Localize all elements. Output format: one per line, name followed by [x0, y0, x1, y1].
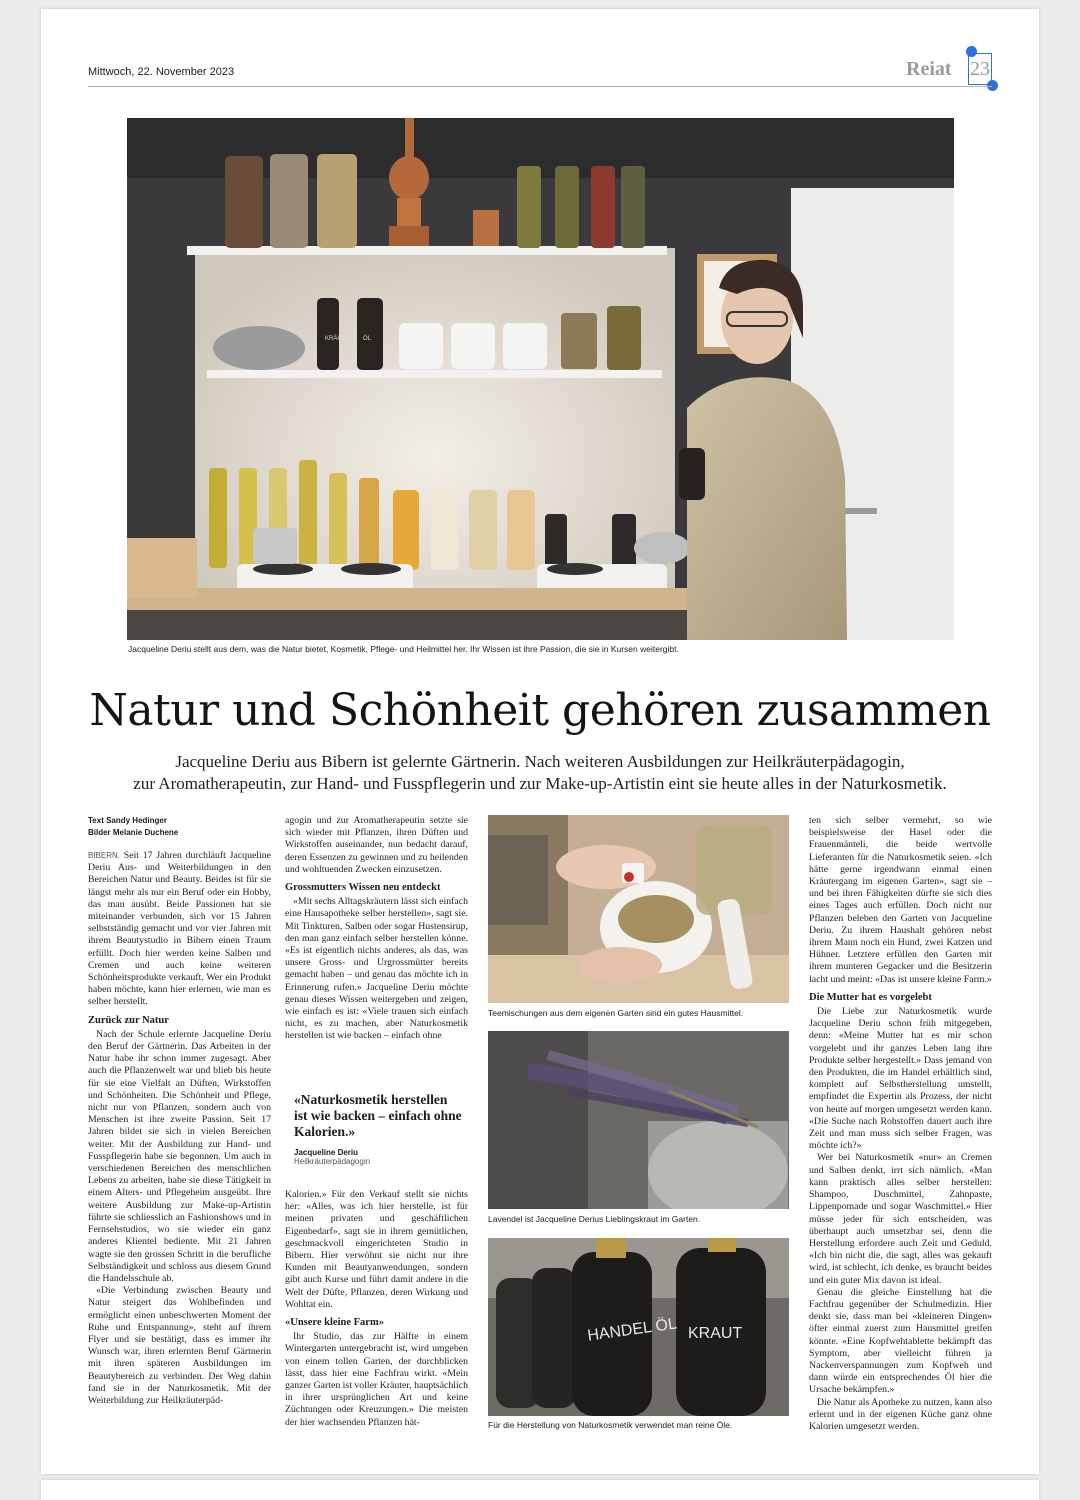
bottle-label-handel: HANDEL ÖL	[586, 1315, 678, 1345]
main-photo-caption: Jacqueline Deriu stellt aus dem, was die Natur bietet, Kosmetik, Pflege- und Heilmittel her. Ihr Wissen ist ihre Passion, die sie in Kursen weitergibt.	[128, 644, 679, 654]
headline: Natur und Schönheit gehören zusammen	[89, 685, 991, 736]
author: Text Sandy Hedinger	[88, 816, 167, 825]
lead	[60, 751, 1020, 795]
col1-paragraph-1: Seit 17 Jahren durchläuft Jacqueline Deriu Aus- und Weiterbildungen in den Bereichen Natur und Beauty. Beides ist für sie längst mehr als nur ein Beruf oder ein Hobby, das man ausübt. Beide Passionen hat sie miteinander verbunden, sich vor 15 Jahren selbstständig gemacht und vor vier Jahren mit ihrem Beautystudio in Bibern einen Traum erfüllt. Doch hier werden keine Salben und Cremen und auch keine weiteren Schönheitsprodukte verkauft. Wer ein Produkt haben möchte, kann hier erlernen, wie man es selber herstellt.	[88, 850, 272, 1008]
col4-paragraph-5: Die Natur als Apotheke zu nutzen, kann also erlernt und in der eigenen Küche ganz ohne Kalorien umgesetzt werden.	[809, 1396, 992, 1432]
subhead-mutter-vorgelebt: Die Mutter hat es vorgelebt	[809, 991, 932, 1003]
main-photo	[127, 118, 954, 640]
section-title: Reiat	[906, 58, 952, 80]
col2-paragraph-4: Ihr Studio, das zur Hälfte in einem Wintergarten untergebracht ist, wird umgeben von einem tollen Garten, der durchblicken lässt, dass hier eine Fachfrau wirkt. «Mein ganzer Garten ist voller Kräuter, hauptsächlich in ihrer ursprünglichen Art und keine Züchtungen oder Kreuzungen.» Die meisten der hier wachsenden Pflanzen hät-	[285, 1331, 468, 1428]
page-number[interactable]: 23	[968, 53, 992, 85]
col2-paragraph-2: «Mit sechs Alltagskräutern lässt sich einfach eine Hausapotheke selber herstellen», sagt sie. Mit Tinkturen, Salben oder sogar Hustensirup, den man ganz einfach selber herstellen könne. «Es ist eigentlich nichts anderes, als das, was unsere Gross- und Urgrossmütter bereits gemacht haben – und genau das möchte ich in Erinnerung rufen.» Jacqueline Deriu möchte genau dieses Wissen weitergeben und zeigen, wie einfach es ist: «Viele trauen sich einfach nicht, es zu machen, aber Naturkosmetik herstellen ist wie backen – einfach ohne	[285, 896, 468, 1042]
oil-bottles-photo-caption: Für die Herstellung von Naturkosmetik verwendet man reine Öle.	[488, 1420, 733, 1430]
lavender-photo	[488, 1031, 789, 1209]
col4-paragraph-3: Wer bei Naturkosmetik «nur» an Cremen und Salben denkt, irrt sich nämlich. «Man kann praktisch alles selber herstellen: Shampoo, Duschmittel, Zahnpaste, Lippenpomade und sogar Waschmittel.» Hier müsse jeder für sich entscheiden, was überhaupt auch umsetzbar sei, denn die Herstellung erfordere auch Zeit und Geduld. «Ich bin nicht die, die sagt, alles was gekauft wird, ist schlecht, ich denke, es braucht beides und ein guter Mix davon ist ideal.	[809, 1152, 992, 1286]
header-rule	[88, 86, 992, 87]
col4-paragraph-2: Die Liebe zur Naturkosmetik wurde Jacqueline Deriu schon früh mitgegeben, denn: «Meine Mutter hat es mir schon vorgelebt und ihr ganzes Leben lang ihre Produkte selber hergestellt.» Dass jemand von den Produkten, die im Handel erhältlich sind, komplett auf Selbstherstellung umstellt, empfindet die Expertin als Prozess, der nicht von heute auf morgen umgesetzt werden kann. «Die Suche nach Rohstoffen dauert auch ihre Zeit und man muss sich selber Fragen, was möchte ich?»	[809, 1006, 992, 1152]
col1-paragraph-3: «Die Verbindung zwischen Beauty und Natur steigert das Wohlbefinden und ermöglicht einen unbeschwerten Moment der Ruhe und Entspannung», steht auf ihrem Flyer und sie bestätigt, dass es immer ihr Wunsch war, ihren erlernten Beruf Gärtnerin mit ihren späteren Ausbildungen im Beautybereich zu verbinden. Der Weg dahin fand sie in der Naturkosmetik. Mit der Weiterbildung zur Heilkräuterpäd-	[88, 1285, 271, 1406]
oil-bottles-photo	[488, 1238, 789, 1416]
lavender-photo-caption: Lavendel ist Jacqueline Derius Lieblingskraut im Garten.	[488, 1214, 701, 1224]
lead-line-1: Jacqueline Deriu aus Bibern ist gelernte Gärtnerin. Nach weiteren Ausbildungen zur Heilkräuterpädagogin,	[175, 752, 905, 771]
pull-quote-author: Jacqueline Deriu	[294, 1148, 359, 1157]
col4-paragraph-4: Genau die gleiche Einstellung hat die Fachfrau gegenüber der Schulmedizin. Hier denkt sie, dass man bei «kleineren Dingen» öfter einmal zuerst zum Hausmittel greifen könnte. «Eine Kopfwehtablette bekämpft das Symptom, aber vielleicht führen ja Nackenverspannungen zum Kopfweh und dann würde ein entsprechendes Öl hier die Ursache bekämpfen.»	[809, 1286, 992, 1396]
col2-paragraph-3: Kalorien.» Für den Verkauf stellt sie nichts her: «Alles, was ich hier herstelle, ist für meinen privaten und geschäftlichen Eigenbedarf», sagt sie in ihrem gemütlichen, geschmackvoll eingerichteten Studio in Bibern. Hier verwöhnt sie nicht nur ihre Kunden mit Beautyanwendungen, sondern gibt auch Kurse und führt damit andere in die Welt der Düfte, Pflanzen, deren Wirkung und Wohltat ein.	[285, 1189, 468, 1310]
col4-paragraph-1: ten sich selber vermehrt, so wie beispielsweise der Hasel oder die Frauenmänteli, die beide wertvolle Lieferanten für die Naturkosmetik seien. «Ich hätte gerne irgendwann einmal einen Kräutergang im eigenen Garten», sagt sie – und bei ihren Fähigkeiten dürfte sie sich dies eines Tages auch erfüllen. Doch nicht nur Pflanzen beleben den Garten von Jacqueline Deriu. Zu ihrem Haushalt gehören nebst ihrem Mann noch ein Hund, zwei Katzen und Hühner. Letztere erfüllen den Garten mit ihrem munteren Gegacker und die Besitzerin lacht und meint: «Das ist unsere kleine Farm.»	[809, 815, 992, 985]
col1-paragraph-2: Nach der Schule erlernte Jacqueline Deriu den Beruf der Gärtnerin. Das Arbeiten in der Natur habe ihr schon immer zugesagt. Aber auch die Pflanzenwelt war und blieb bis heute für sie eine Vielfalt an Düften, Wirkstoffen und Schönheiten. Die Schönheit und Pflege, nicht nur von Pflanzen, sondern auch von Menschen ist ihre zweite Passion. Seit 17 Jahren bildet sie sich in vielen Bereichen weiter. Mit der Ausbildung zur Hand- und Fusspflegerin habe sie begonnen. Um auch in verschiedenen Bereichen des menschlichen Lebens zu arbeiten, habe sie diese Tätigkeit in einem Alters- und Pflegeheim ausgeübt. Ihre weitere Ausbildung zur Make-up-Artistin führte sie schliesslich an Fashionshows und in Fernsehstudios, wo sie wieder ein ganz anderes Klientel bediente. Mit 21 Jahren wagte sie den grossen Schritt in die berufliche Selbständigkeit und schloss aus diesem Grund die Handelsschule ab.	[88, 1028, 271, 1284]
subhead-grossmutters-wissen: Grossmutters Wissen neu entdeckt	[285, 882, 441, 894]
bottle-label-1: KRÄUTER	[325, 336, 354, 342]
column-2-bottom	[285, 1189, 468, 1429]
dateline: BIBERN.	[88, 851, 121, 860]
col2-paragraph-1: agogin und zur Aromatherapeutin setzte sie sich wieder mit Pflanzen, ihren Düften und Wirkstoffen auseinander, nun bedacht darauf, deren Essenzen zu gewinnen und zu heilenden und wohltuenden Zwecken einzusetzen.	[285, 815, 468, 875]
next-page-edge	[41, 1480, 1039, 1500]
column-4	[809, 815, 992, 1433]
column-1	[88, 850, 271, 1407]
tea-photo	[488, 815, 789, 1003]
subhead-unsere-kleine-farm: «Unsere kleine Farm»	[285, 1317, 384, 1329]
lead-line-2: zur Aromatherapeutin, zur Hand- und Fusspflegerin und zur Make-up-Artistin eint sie heute alles in der Naturkosmetik.	[133, 774, 947, 793]
bottle-label-kraut: KRAUT	[688, 1325, 743, 1342]
pull-quote	[294, 1092, 464, 1166]
column-2-top	[285, 815, 468, 1043]
issue-date: Mittwoch, 22. November 2023	[88, 66, 235, 78]
subhead-zurueck-zur-natur: Zurück zur Natur	[88, 1014, 169, 1026]
credits	[88, 815, 178, 839]
photographer: Bilder Melanie Duchene	[88, 828, 179, 837]
pull-quote-text: «Naturkosmetik herstellen ist wie backen – einfach ohne Kalorien.»	[294, 1092, 462, 1139]
selection-handle-top[interactable]	[966, 46, 977, 57]
bottle-label-2: ÖL	[363, 336, 372, 342]
pull-quote-role: Heilkräuterpädagogin	[294, 1157, 371, 1166]
tea-photo-caption: Teemischungen aus dem eigenen Garten sind ein gutes Hausmittel.	[488, 1008, 744, 1018]
